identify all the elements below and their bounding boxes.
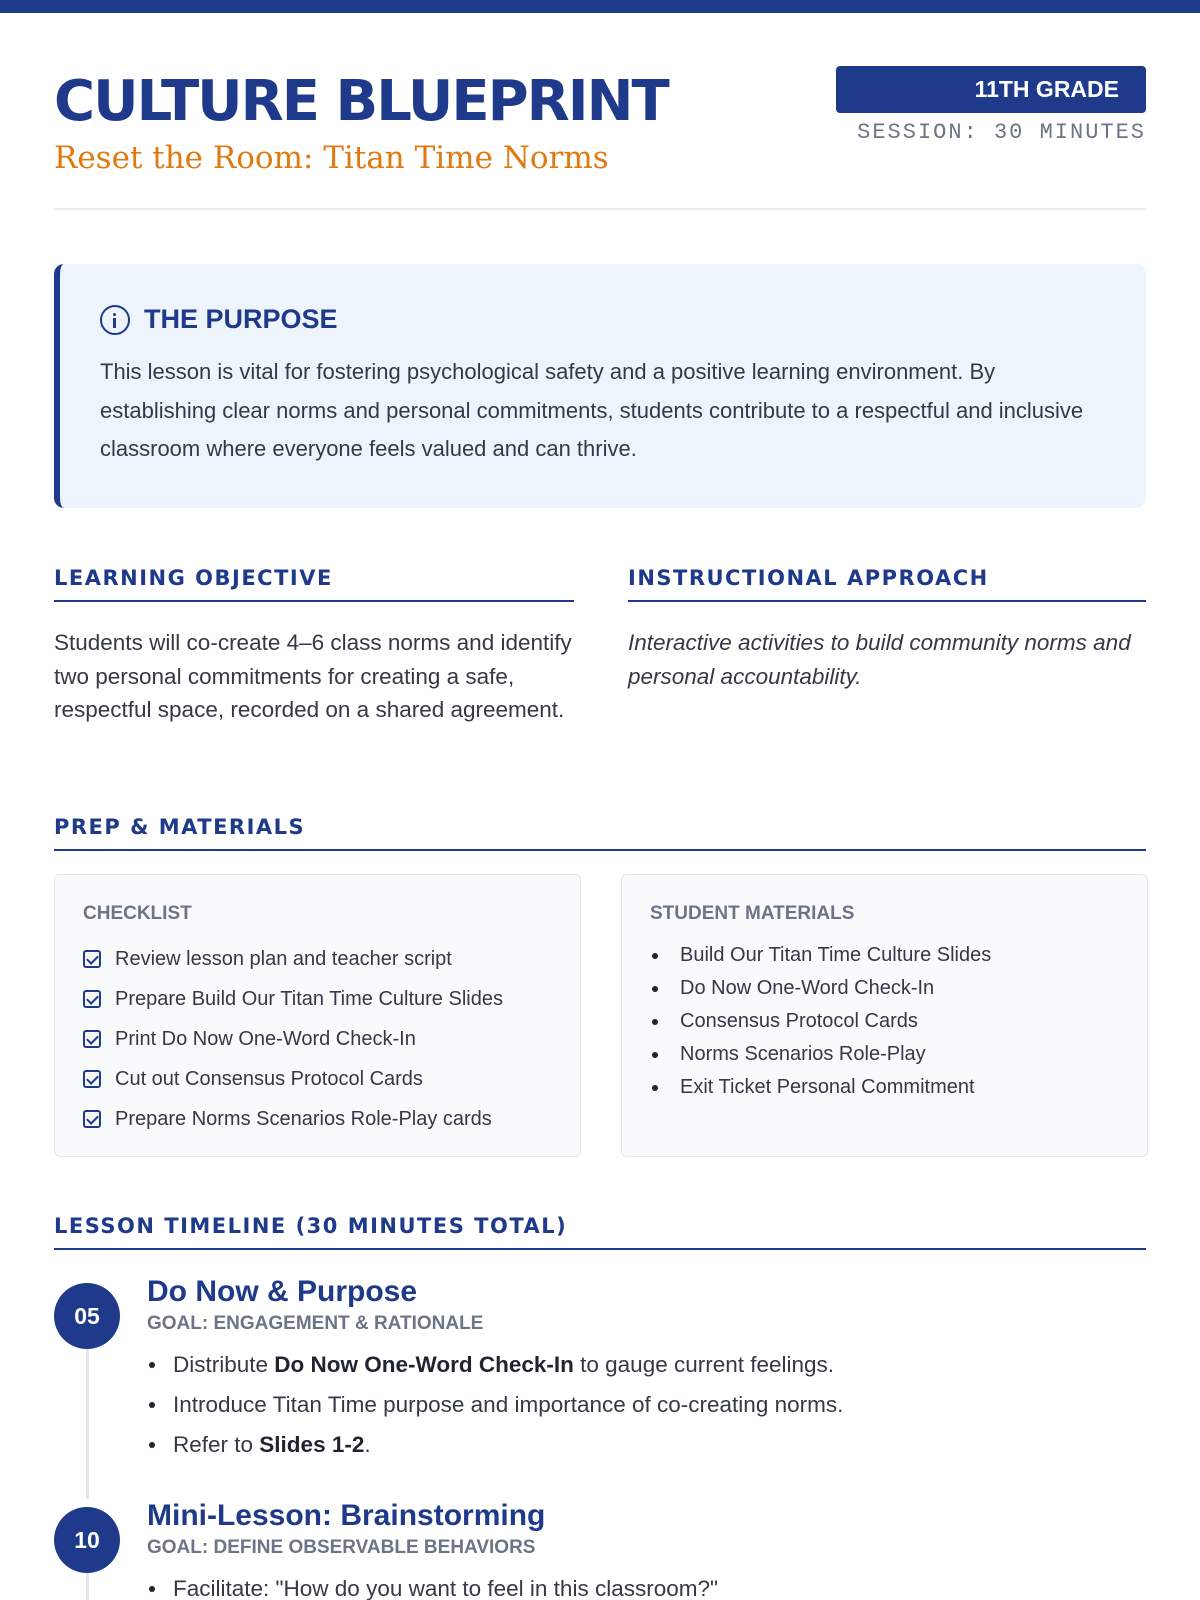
material-item [650,1038,1119,1071]
step-title: Mini-Lesson: Brainstorming [147,1499,546,1532]
timeline-connector [86,1573,89,1600]
checklist-item-label: Prepare Build Our Titan Time Culture Slides [115,987,503,1010]
instructional-approach-text: Interactive activities to build community norms and personal accountability. [628,630,1131,689]
step-bullet-text [173,1576,718,1600]
material-item-label: Norms Scenarios Role-Play [680,1043,926,1065]
learning-objective-text: Students will co-create 4–6 class norms and identify two personal commitments for creating a safe, respectful space, recorded on a shared agreement. [54,630,572,722]
student-materials-card [621,874,1148,1157]
checklist-item [83,1059,552,1099]
checklist [83,939,552,1139]
checklist-item [83,1099,552,1139]
step-title: Do Now & Purpose [147,1275,418,1308]
step-bullet [147,1569,718,1600]
material-item [650,1071,1119,1104]
checkbox-checked-icon [83,1030,101,1048]
material-item [650,972,1119,1005]
step-goal: GOAL: ENGAGEMENT & RATIONALE [147,1313,484,1334]
page-title: CULTURE BLUEPRINT [54,69,668,134]
checkbox-checked-icon [83,990,101,1008]
checklist-card [54,874,581,1157]
bullet-emphasis: Do Now One-Word Check-In [274,1352,574,1377]
session-length: SESSION: 30 MINUTES [857,120,1146,145]
bullet-icon [652,953,658,959]
top-accent-bar [0,0,1200,13]
checklist-label: CHECKLIST [83,903,192,924]
student-materials-list [650,939,1119,1104]
lesson-timeline-heading: LESSON TIMELINE (30 MINUTES TOTAL) [54,1214,1146,1250]
bullet-emphasis: Slides 1-2 [259,1432,365,1457]
material-item-label: Consensus Protocol Cards [680,1010,918,1032]
step-bullets [147,1569,718,1600]
step-minutes-badge: 10 [54,1507,120,1573]
checklist-item-label: Cut out Consensus Protocol Cards [115,1067,423,1090]
bullet-text: to gauge current feelings. [573,1352,835,1377]
purpose-text: This lesson is vital for fostering psychological safety and a positive learning environment. By establishing clear norms and personal commitments, students contribute to a respectful and inclusive classroom where everyone feels valued and can thrive. [100,359,1084,461]
checkbox-checked-icon [83,1070,101,1088]
step-bullet-text [173,1352,834,1378]
checklist-item [83,979,552,1019]
prep-materials-heading: PREP & MATERIALS [54,815,1146,851]
checklist-item-label: Prepare Norms Scenarios Role-Play cards [115,1107,492,1130]
step-bullets [147,1345,843,1465]
step-minutes-badge: 05 [54,1283,120,1349]
checklist-item [83,1019,552,1059]
student-materials-label: STUDENT MATERIALS [650,903,855,924]
material-item-label: Build Our Titan Time Culture Slides [680,944,992,966]
page-header [54,66,1146,210]
instructional-approach-heading: INSTRUCTIONAL APPROACH [628,566,1146,602]
bullet-icon [652,1052,658,1058]
bullet-icon [149,1362,155,1368]
checklist-item-label: Print Do Now One-Word Check-In [115,1027,416,1050]
bullet-icon [149,1586,155,1592]
purpose-title: THE PURPOSE [144,304,338,334]
learning-objective-heading: LEARNING OBJECTIVE [54,566,574,602]
material-item-label: Do Now One-Word Check-In [680,977,935,999]
grade-badge: 11TH GRADE [836,66,1146,113]
bullet-icon [652,986,658,992]
checkbox-checked-icon [83,1110,101,1128]
timeline-connector [86,1349,89,1499]
step-bullet [147,1385,843,1425]
checklist-item [83,939,552,979]
material-item [650,1005,1119,1038]
step-bullet [147,1425,843,1465]
bullet-text: Facilitate: "How do you want to feel in this classroom?" [173,1576,718,1600]
bullet-text: Introduce Titan Time purpose and importance of co-creating norms. [173,1392,844,1417]
bullet-icon [652,1019,658,1025]
bullet-icon [652,1085,658,1091]
checkbox-checked-icon [83,950,101,968]
step-bullet-text [173,1392,843,1418]
material-item [650,939,1119,972]
step-bullet [147,1345,843,1385]
page-subtitle: Reset the Room: Titan Time Norms [54,140,609,176]
step-goal: GOAL: DEFINE OBSERVABLE BEHAVIORS [147,1537,536,1558]
bullet-text: Refer to [173,1432,260,1457]
info-icon [100,305,130,335]
bullet-icon [149,1402,155,1408]
material-item-label: Exit Ticket Personal Commitment [680,1076,975,1098]
bullet-text: . [364,1432,371,1457]
bullet-text: Distribute [173,1352,275,1377]
purpose-callout [54,264,1146,508]
bullet-icon [149,1442,155,1448]
step-bullet-text [173,1432,371,1458]
purpose-header [100,304,1106,335]
checklist-item-label: Review lesson plan and teacher script [115,947,452,970]
